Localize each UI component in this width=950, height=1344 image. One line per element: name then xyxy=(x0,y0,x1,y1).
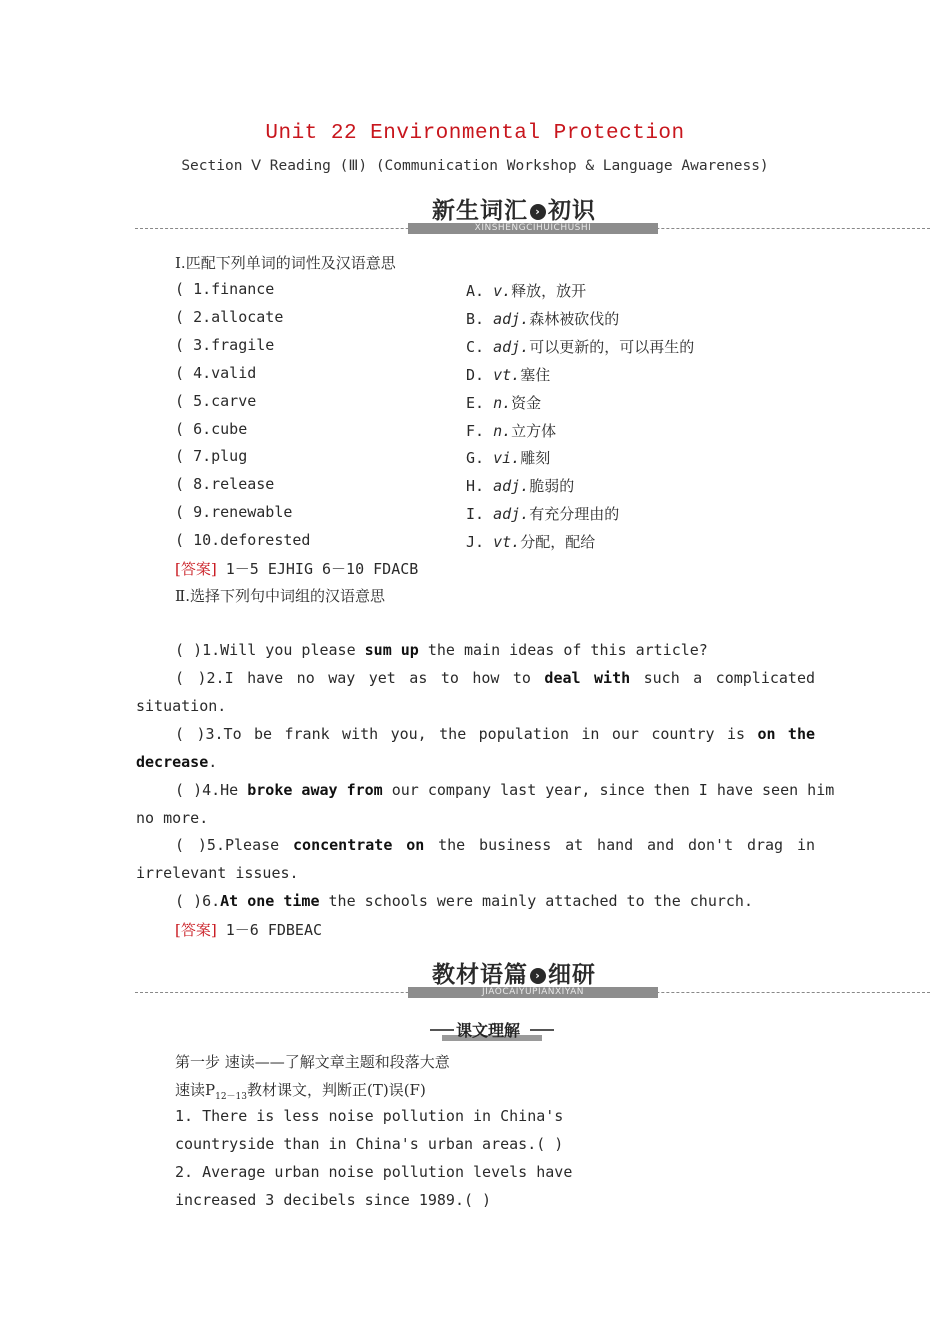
subhead-label: 课文理解 xyxy=(456,1021,521,1040)
statement-1-line-2: countryside than in China's urban areas.( ) xyxy=(175,1135,564,1153)
word-row: ( 2.allocate xyxy=(175,307,284,326)
meaning-row: E. n.资金 xyxy=(466,393,542,412)
subhead-line-left xyxy=(430,1029,454,1031)
question-3-cont: decrease. xyxy=(136,753,218,771)
statement-2-line-2: increased 3 decibels since 1989.( ) xyxy=(175,1191,492,1209)
word-row: ( 4.valid xyxy=(175,363,257,382)
question-1: ( )1.Will you please sum up the main ideas of this article? xyxy=(175,641,708,659)
chevron-right-icon: › xyxy=(530,204,546,220)
page-title: Unit 22 Environmental Protection xyxy=(265,122,685,145)
section-banner-text-study xyxy=(135,956,930,1006)
word-row: ( 7.plug xyxy=(175,447,248,466)
part1-heading: Ⅰ.匹配下列单词的词性及汉语意思 xyxy=(175,254,396,272)
banner-pinyin: JIAOCAIYUPIANXIYAN xyxy=(408,987,658,998)
part2-answer: [答案] 1－6 FDBEAC xyxy=(175,921,323,939)
question-6: ( )6.At one time the schools were mainly attached to the church. xyxy=(175,892,753,910)
banner-heading: 新生词汇 › 初识 xyxy=(432,198,596,224)
word-row: ( 6.cube xyxy=(175,419,248,438)
statement-1-line-1: 1. There is less noise pollution in China's xyxy=(175,1107,564,1125)
question-2-cont: situation. xyxy=(136,697,227,715)
step-instruction: 速读$P_{12-13}$教材课文，判断正(T)误(F) xyxy=(175,1081,426,1102)
word-row: ( 9.renewable xyxy=(175,503,293,522)
word-row: ( 8.release xyxy=(175,475,275,494)
meaning-row: A. v.释放，放开 xyxy=(466,282,587,300)
question-4-cont: no more. xyxy=(136,809,209,827)
meaning-row: G. vi.雕刻 xyxy=(466,449,551,468)
banner-pinyin: XINSHENGCIHUICHUSHI xyxy=(408,223,658,234)
subhead-line-right xyxy=(530,1029,554,1031)
chevron-right-icon: › xyxy=(530,968,546,984)
subhead-text-comprehension xyxy=(430,1018,555,1042)
question-2: ( )2.I have no way yet as to how to deal with such a complicated xyxy=(175,669,816,687)
question-5-cont: irrelevant issues. xyxy=(136,864,299,882)
statement-2-line-1: 2. Average urban noise pollution levels have xyxy=(175,1163,573,1181)
question-3: ( )3.To be frank with you, the population in our country is on the xyxy=(175,725,816,743)
meaning-row: I. adj.有充分理由的 xyxy=(466,505,620,524)
step-heading: 第一步 速读——了解文章主题和段落大意 xyxy=(175,1053,450,1071)
word-row: ( 1.finance xyxy=(175,280,275,298)
section-banner-vocabulary xyxy=(135,192,930,242)
meaning-row: H. adj.脆弱的 xyxy=(466,477,575,496)
meaning-row: F. n.立方体 xyxy=(466,421,557,440)
meaning-row: C. adj.可以更新的，可以再生的 xyxy=(466,337,695,356)
word-row: ( 5.carve xyxy=(175,391,257,410)
question-5: ( )5.Please concentrate on the business at hand and don't drag in xyxy=(175,836,815,854)
meaning-row: B. adj.森林被砍伐的 xyxy=(466,309,620,328)
meaning-row: D. vt.塞住 xyxy=(466,365,551,384)
word-row: ( 10.deforested xyxy=(175,531,311,550)
word-row: ( 3.fragile xyxy=(175,335,275,354)
part1-answer: [答案] 1－5 EJHIG 6－10 FDACB xyxy=(175,560,419,578)
banner-heading: 教材语篇 › 细研 xyxy=(432,962,596,988)
part2-heading: Ⅱ.选择下列句中词组的汉语意思 xyxy=(175,587,385,605)
page-subtitle: Section Ⅴ Reading (Ⅲ) (Communication Workshop & Language Awareness) xyxy=(181,158,769,174)
question-4: ( )4.He broke away from our company last year, since then I have seen him xyxy=(175,781,835,799)
meaning-row: J. vt.分配，配给 xyxy=(466,533,596,552)
